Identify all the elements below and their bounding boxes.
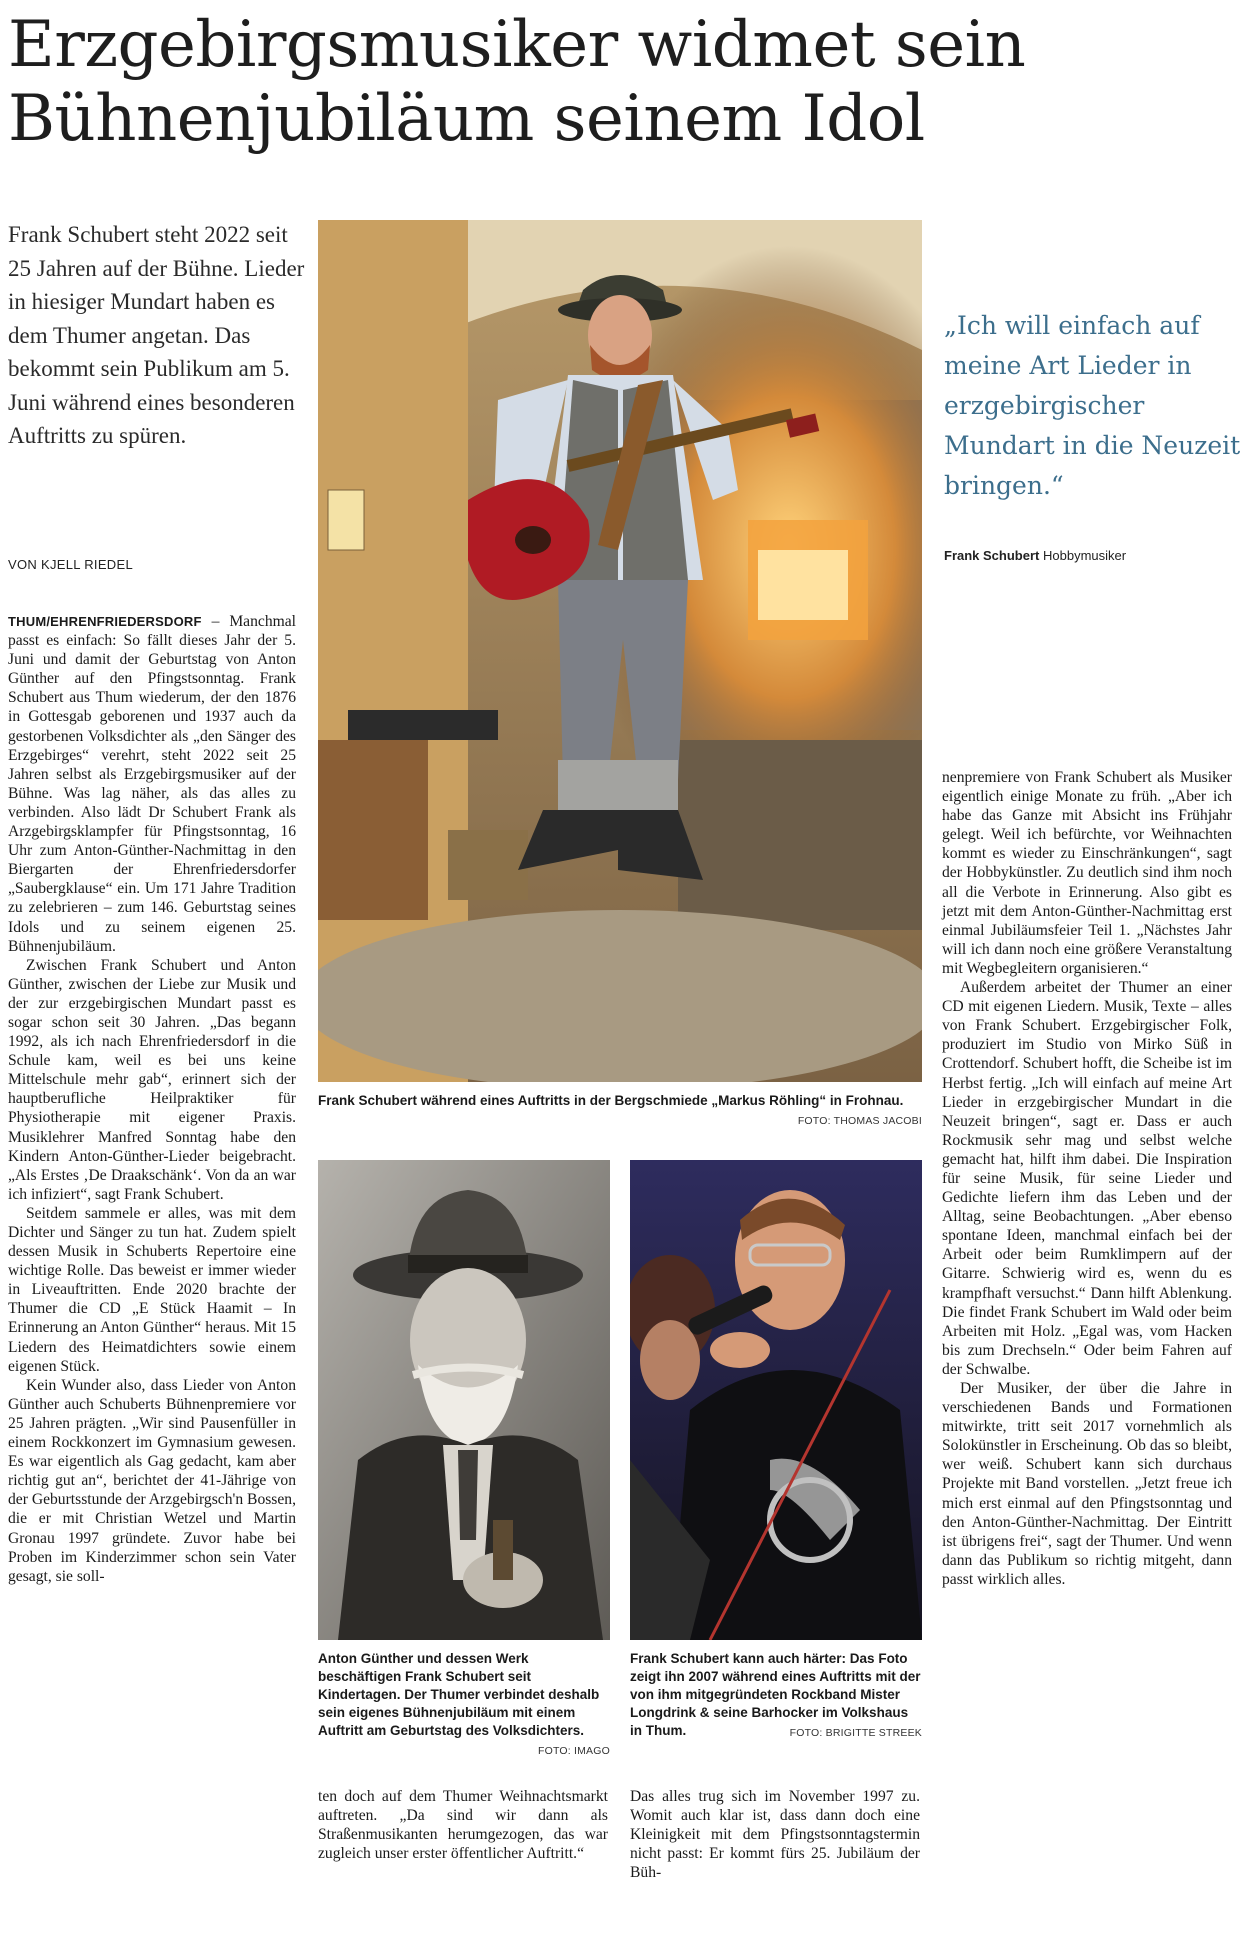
- rock-photo-caption: [630, 1650, 922, 1742]
- main-photo-caption-text: Frank Schubert während eines Auftritts in der Bergschmiede „Markus Röhling“ in Frohnau.: [318, 1093, 904, 1108]
- paragraph-7: Der Musiker, der über die Jahre in verschiedenen Bands und Formationen mitwirkte, tritt seit 2017 vornehmlich als Solokünstler in Erscheinung. Ob das so bleibt, wer weiß. Schubert kann sich durchaus Projekte mit Band vorstellen. „Jetzt freue ich mich erst einmal auf den Pfingstsonntag und den Anton-Günther-Nachmittag. Der Eintritt ist übrigens frei“, sagt der Thumer. Und wenn dann das Publikum so richtig mitgeht, dann passt wirklich alles.: [942, 1380, 1232, 1588]
- rock-photo-image: [630, 1160, 922, 1640]
- main-photo-credit: FOTO: THOMAS JACOBI: [797, 1115, 922, 1127]
- rock-photo-credit: FOTO: BRIGITTE STREEK: [789, 1727, 922, 1739]
- rock-photo: [630, 1160, 922, 1640]
- pull-quote-name: Frank Schubert: [944, 548, 1040, 563]
- guenther-photo-image: [318, 1160, 610, 1640]
- paragraph-5: Das alles trug sich im November 1997 zu. Womit auch klar ist, dass dann doch eine Kleinigkeit mit dem Pfingstsonntagstermin nicht passt: Er kommt fürs 25. Jubiläum der Büh-: [630, 1788, 920, 1882]
- main-photo: [318, 220, 922, 1082]
- guenther-photo-credit: FOTO: IMAGO: [537, 1745, 610, 1757]
- paragraph-4: Kein Wunder also, dass Lieder von Anton Günther auch Schuberts Bühnenpremiere vor 25 Jahren prägten. „Wir sind Pausenfüller in einem Rockkonzert im Gymnasium gewesen. Es war eigentlich als Gag gedacht, kam aber richtig gut an“, berichtet der 41-Jährige von der Geburtsstunde der Arzgebirgsch'n Bossen, die er mit Christian Wetzel und Martin Gronau 1997 gründete. Zuvor habe bei Proben im Kinderzimmer schon sein Vater gesagt, sie soll-: [8, 1376, 296, 1585]
- headline: Erzgebirgsmusiker widmet sein Bühnenjubiläum seinem Idol: [8, 8, 1026, 156]
- paragraph-5-tail: nenpremiere von Frank Schubert als Musiker eigentlich einige Monate zu früh. „Aber ich habe das Ganze mit Absicht ins Frühjahr gelegt. Weil ich befürchte, vor Weihnachten kommt es wieder zu Einschränkungen“, sagt der Hobbykünstler. Zu deutlich sind ihm noch all die Verbote in Erinnerung. Also gibt es jetzt mit dem Anton-Günther-Nachmittag erst einmal Jubiläumsfeier Teil 1. „Nächstes Jahr will ich dann noch eine größere Veranstaltung mit Wegbegleitern organisieren.“: [942, 769, 1232, 977]
- pull-quote: „Ich will einfach auf meine Art Lieder in erzgebirgischer Mundart in die Neuzeit bringen.“: [944, 311, 1241, 500]
- article-column-4: [942, 768, 1232, 1589]
- rock-photo-caption-text: Frank Schubert kann auch härter: Das Foto zeigt ihn 2007 während eines Auftritts mit der von ihm mitgegründeten Rockband Mister Longdrink & seine Barhocker im Volkshaus in Thum.: [630, 1651, 921, 1738]
- paragraph-1-text: – Manchmal passt es einfach: So fällt dieses Jahr der 5. Juni und damit der Geburtstag von Anton Günther auf den Pfingstsonntag. Frank Schubert aus Thum wiederum, der den 1876 in Gottesgab geborenen und 1937 auch da gestorbenen Volksdichter als „den Sänger des Erzgebirges“ verehrt, steht 2022 seit 25 Jahren selbst als Erzgebirgsmusiker auf der Bühne. Was lag näher, als das alles zu verbinden. Also lädt Dr Schubert Frank als Arzgebirgsklampfer für Pfingstsonntag, 16 Uhr zum Anton-Günther-Nachmittag in den Biergarten der Ehrenfriedersdorfer „Saubergklause“ ein. Um 171 Jahre Tradition zu zelebrieren – zum 146. Geburtstag seines Idols und zu seinem eigenen 25. Bühnenjubiläum.: [8, 613, 296, 955]
- article-column-2: [318, 1787, 608, 1863]
- paragraph-6: Außerdem arbeitet der Thumer an einer CD mit eigenen Liedern. Musik, Texte – alles von Frank Schubert. Erzgebirgischer Folk, produziert im Studio von Mirko Süß in Crottendorf. Schubert hofft, die Scheibe ist im Herbst fertig. „Ich will einfach auf meine Art Lieder in erzgebirgischer Mundart in die Neuzeit bringen“, sagt er. Dass er auch Rockmusik sehr mag und selbst welche gemacht hat, hilft ihm dabei. Die Inspiration für seine Musik, für seine Lieder und Gedichte liefern ihm das Leben und der Alltag, seine Beobachtungen. „Aber ebenso spontane Ideen, manchmal einfach bei der Arbeit oder beim Rumklimpern auf der Gitarre. Schwierig wird es, wenn du es krampfhaft versuchst.“ Dann hilft Ablenkung. Die findet Frank Schubert im Wald oder beim Arbeiten mit Holz. „Egal was, vom Hacken bis zum Drechseln.“ Oder beim Fahren auf der Schwalbe.: [942, 979, 1232, 1378]
- paragraph-2: Zwischen Frank Schubert und Anton Günther, zwischen der Liebe zur Musik und der zur erzgebirgischen Mundart passt es sogar schon seit 30 Jahren. „Das begann 1992, als ich nach Ehrenfriedersdorf in die Schule kam, weil es bei uns keine Mittelschule mehr gab“, erinnert sich der hauptberufliche Heilpraktiker für Physiotherapie mit eigener Praxis. Musiklehrer Manfred Sonntag habe den Kindern Anton-Günther-Lieder beigebracht. „Als Erstes ‚De Draakschänk‘. Von da an war ich infiziert“, sagt Frank Schubert.: [8, 956, 296, 1203]
- paragraph-4-tail: ten doch auf dem Thumer Weihnachtsmarkt auftreten. „Da sind wir dann als Straßenmusikanten herumgezogen, das war zugleich unser erster öffentlicher Auftritt.“: [318, 1788, 608, 1863]
- pull-quote-attribution: [944, 548, 1126, 563]
- article-column-3: [630, 1787, 920, 1882]
- main-photo-caption: [318, 1092, 922, 1130]
- pull-quote-role: Hobbymusiker: [1042, 548, 1127, 563]
- main-photo-image: [318, 220, 922, 1082]
- guenther-photo-caption-text: Anton Günther und dessen Werk beschäftigen Frank Schubert seit Kindertagen. Der Thumer verbindet deshalb sein eigenes Bühnenjubiläum mit einem Auftritt am Geburtstag des Volksdichters.: [318, 1651, 600, 1738]
- dateline: THUM/EHRENFRIEDERSDORF: [8, 614, 202, 629]
- guenther-photo: [318, 1160, 610, 1640]
- paragraph-1: [8, 612, 296, 956]
- lead-paragraph: Frank Schubert steht 2022 seit 25 Jahren auf der Bühne. Lieder in hiesiger Mundart haben es dem Thumer angetan. Das bekommt sein Publikum am 5. Juni während eines besonderen Auftritts zu spüren.: [8, 222, 305, 448]
- guenther-photo-caption: [318, 1650, 610, 1760]
- byline: VON KJELL RIEDEL: [8, 557, 133, 572]
- article-column-1: [8, 612, 296, 1937]
- paragraph-3: Seitdem sammele er alles, was mit dem Dichter und Sänger zu tun hat. Zudem spielt dessen Musik in Schuberts Repertoire eine wichtige Rolle. Das beweist er immer wieder in Liveauftritten. Ende 2020 brachte der Thumer die CD „E Stück Haamit – In Erinnerung an Anton Günther“ heraus. Mit 15 Liedern des Heimatdichters sowie einem eigenen Stück.: [8, 1204, 296, 1375]
